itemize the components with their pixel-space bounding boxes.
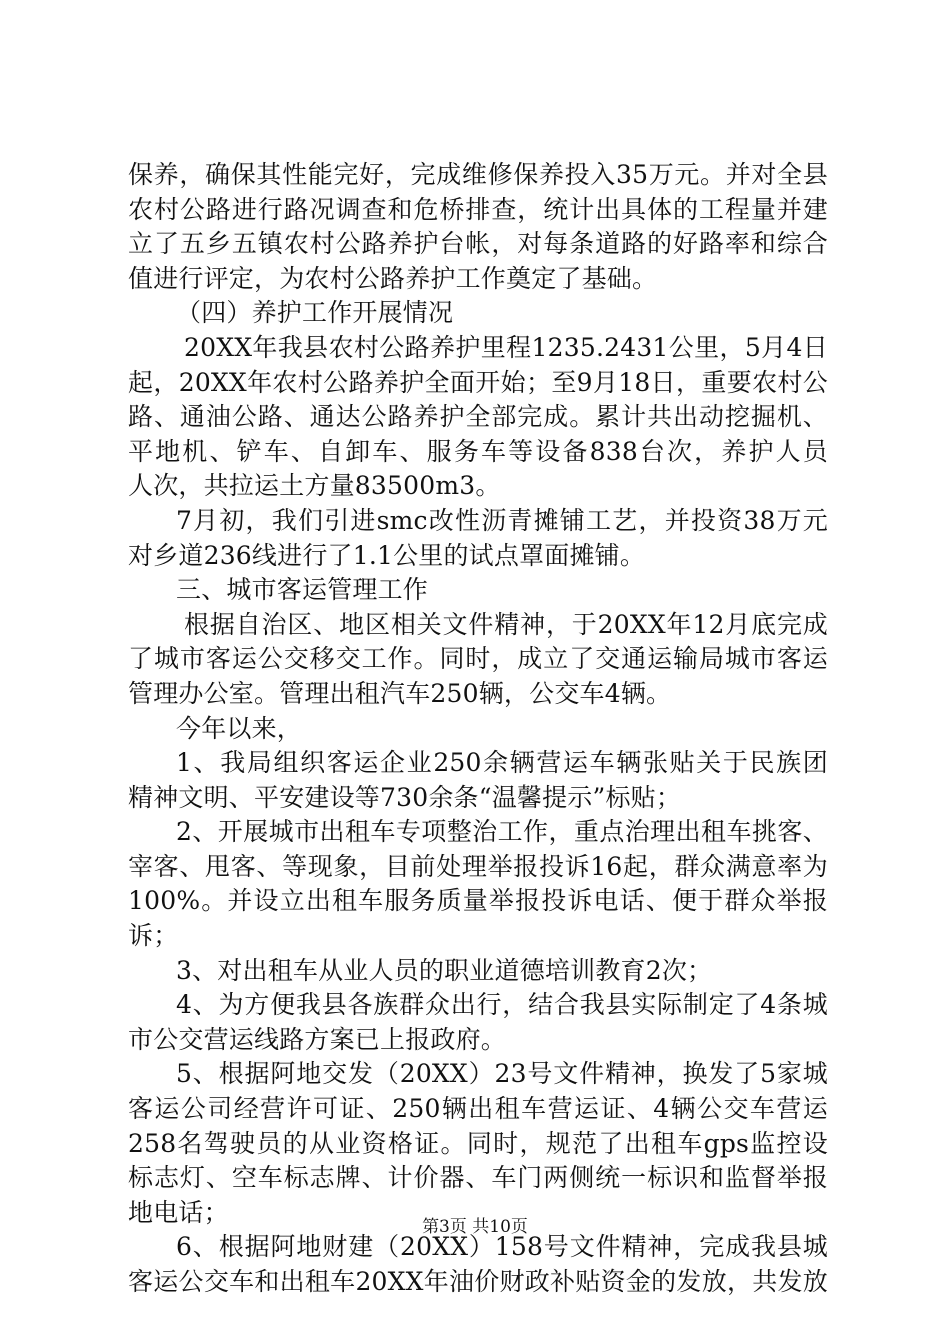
list-item: 4、为方便我县各族群众出行，结合我县实际制定了4条城 <box>176 990 828 1020</box>
text-line: 精神文明、平安建设等730余条“温馨提示”标贴； <box>128 782 682 812</box>
list-item: 6、根据阿地财建（20XX）158号文件精神，完成我县城 <box>176 1232 828 1262</box>
list-item: 1、我局组织客运企业250余辆营运车辆张贴关于民族团 <box>176 748 828 778</box>
text-line: 宰客、甩客、等现象，目前处理举报投诉16起，群众满意率为 <box>128 851 828 881</box>
text-line: 了城市客运公交移交工作。同时，成立了交通运输局城市客运 <box>128 644 828 674</box>
text-line: 平地机、铲车、自卸车、服务车等设备838台次，养护人员 <box>128 436 828 466</box>
text-line: 258名驾驶员的从业资格证。同时，规范了出租车gps监控设 <box>128 1128 828 1158</box>
text-line: 客运公司经营许可证、250辆出租车营运证、4辆公交车营运 <box>128 1094 828 1124</box>
document-body <box>128 158 828 1300</box>
text-line: 农村公路进行路况调查和危桥排查，统计出具体的工程量并建 <box>128 194 828 224</box>
text-line: 100%。并设立出租车服务质量举报投诉电话、便于群众举报 <box>128 886 828 916</box>
text-line: 7月初，我们引进smc改性沥青摊铺工艺，并投资38万元 <box>176 505 828 535</box>
text-line: 今年以来， <box>176 713 303 743</box>
list-item: 2、开展城市出租车专项整治工作，重点治理出租车挑客、 <box>176 817 828 847</box>
section-heading: 三、城市客运管理工作 <box>176 575 429 605</box>
text-line: 20XX年我县农村公路养护里程1235.2431公里，5月4日 <box>184 332 828 362</box>
text-line: 标志灯、空车标志牌、计价器、车门两侧统一标识和监督举报 <box>128 1163 828 1193</box>
text-line: 起，20XX年农村公路养护全面开始；至9月18日，重要农村公 <box>128 367 828 397</box>
text-line: 对乡道236线进行了1.1公里的试点罩面摊铺。 <box>128 540 646 570</box>
text-line: 客运公交车和出租车20XX年油价财政补贴资金的发放，共发放 <box>128 1267 828 1296</box>
text-line: 诉； <box>128 921 179 951</box>
text-line: 路、通油公路、通达公路养护全部完成。累计共出动挖掘机、 <box>128 402 828 432</box>
text-line: 值进行评定，为农村公路养护工作奠定了基础。 <box>128 263 658 293</box>
text-line: 保养，确保其性能完好，完成维修保养投入35万元。并对全县 <box>128 160 828 189</box>
text-line: 根据自治区、地区相关文件精神，于20XX年12月底完成 <box>184 609 828 639</box>
text-line: 地电话； <box>128 1197 229 1227</box>
list-item: 3、对出租车从业人员的职业道德培训教育2次； <box>176 955 713 985</box>
section-heading: （四）养护工作开展情况 <box>176 298 454 328</box>
text-line: 市公交营运线路方案已上报政府。 <box>128 1024 507 1054</box>
list-item: 5、根据阿地交发（20XX）23号文件精神，换发了5家城 <box>176 1059 828 1089</box>
text-line: 立了五乡五镇农村公路养护台帐，对每条道路的好路率和综合 <box>128 229 828 259</box>
page-number-footer: 第3页 共10页 <box>422 1217 528 1237</box>
text-line: 人次，共拉运土方量83500m3。 <box>128 471 501 501</box>
text-line: 管理办公室。管理出租汽车250辆，公交车4辆。 <box>128 678 672 708</box>
